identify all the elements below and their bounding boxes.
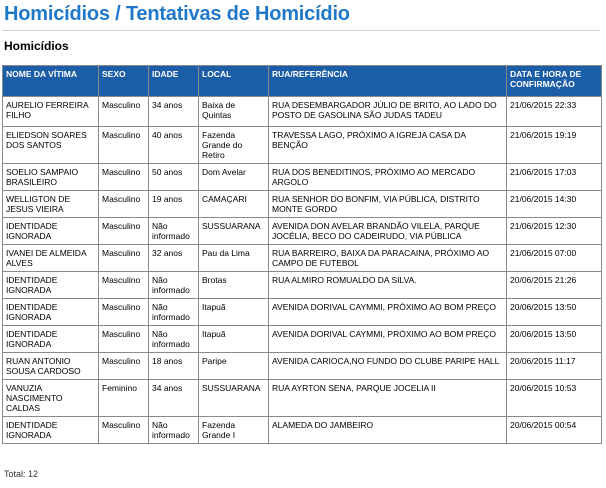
cell-local: SUSSUARANA [199,218,269,245]
cell-data: 21/06/2015 17:03 [507,164,602,191]
cell-sexo: Feminino [99,380,149,417]
cell-idade: 40 anos [149,127,199,164]
cell-sexo: Masculino [99,97,149,127]
table-header-row [3,66,602,97]
cell-sexo: Masculino [99,218,149,245]
cell-local: Pau da Lima [199,245,269,272]
cell-nome: RUAN ANTONIO SOUSA CARDOSO [3,353,99,380]
cell-sexo: Masculino [99,417,149,444]
cell-sexo: Masculino [99,245,149,272]
cell-sexo: Masculino [99,164,149,191]
table-row [3,245,602,272]
table-row [3,218,602,245]
cell-rua: TRAVESSA LAGO, PRÓXIMO A IGREJA CASA DA BENÇÃO [269,127,507,164]
title-divider [2,30,600,31]
cell-rua: RUA DOS BENEDITINOS, PRÓXIMO AO MERCADO ARGOLO [269,164,507,191]
cell-nome: IDENTIDADE IGNORADA [3,218,99,245]
cell-sexo: Masculino [99,326,149,353]
cell-nome: VANUZIA NASCIMENTO CALDAS [3,380,99,417]
cell-sexo: Masculino [99,272,149,299]
cell-sexo: Masculino [99,353,149,380]
cell-nome: IDENTIDADE IGNORADA [3,417,99,444]
cell-rua: AVENIDA DON AVELAR BRANDÃO VILELA, PARQUE JOCÉLIA, BECO DO CADEIRUDO, VIA PÚBLICA [269,218,507,245]
table-row [3,127,602,164]
cell-idade: Não informado [149,417,199,444]
cell-local: Baixa de Quintas [199,97,269,127]
cell-local: SUSSUARANA [199,380,269,417]
cell-rua: AVENIDA DORIVAL CAYMMI, PRÓXIMO AO BOM PREÇO [269,299,507,326]
table-row [3,299,602,326]
cell-rua: RUA SENHOR DO BONFIM, VIA PÚBLICA, DISTRITO MONTE GORDO [269,191,507,218]
table-row [3,97,602,127]
cell-data: 21/06/2015 19:19 [507,127,602,164]
homicide-table [2,65,602,444]
cell-idade: 19 anos [149,191,199,218]
cell-local: Fazenda Grande I [199,417,269,444]
table-row [3,272,602,299]
cell-rua: RUA AYRTON SENA, PARQUE JOCELIA II [269,380,507,417]
column-header-rua: RUA/REFERÊNCIA [269,66,507,97]
cell-data: 20/06/2015 13:50 [507,299,602,326]
section-title: Homicídios [4,39,69,53]
cell-rua: RUA DESEMBARGADOR JÚLIO DE BRITO, AO LADO DO POSTO DE GASOLINA SÃO JUDAS TADEU [269,97,507,127]
cell-local: Paripe [199,353,269,380]
total-count: Total: 12 [4,469,39,479]
cell-data: 21/06/2015 22:33 [507,97,602,127]
cell-nome: IDENTIDADE IGNORADA [3,326,99,353]
cell-sexo: Masculino [99,299,149,326]
cell-nome: AURELIO FERREIRA FILHO [3,97,99,127]
cell-idade: 50 anos [149,164,199,191]
page-title: Homicídios / Tentativas de Homicídio [4,3,350,25]
cell-rua: AVENIDA DORIVAL CAYMMI, PRÓXIMO AO BOM PREÇO [269,326,507,353]
cell-local: Itapuã [199,326,269,353]
table-row [3,164,602,191]
cell-rua: RUA ALMIRO ROMUALDO DA SILVA. [269,272,507,299]
cell-nome: ELIEDSON SOARES DOS SANTOS [3,127,99,164]
cell-rua: ALAMEDA DO JAMBEIRO [269,417,507,444]
column-header-nome: NOME DA VÍTIMA [3,66,99,97]
cell-idade: 34 anos [149,97,199,127]
table-row [3,417,602,444]
cell-idade: 18 anos [149,353,199,380]
cell-data: 20/06/2015 21:26 [507,272,602,299]
cell-idade: Não informado [149,299,199,326]
column-header-idade: IDADE [149,66,199,97]
cell-local: Itapuã [199,299,269,326]
cell-rua: AVENIDA CARIOCA,NO FUNDO DO CLUBE PARIPE HALL [269,353,507,380]
table-row [3,191,602,218]
cell-data: 20/06/2015 13:50 [507,326,602,353]
cell-idade: 32 anos [149,245,199,272]
cell-idade: 34 anos [149,380,199,417]
cell-rua: RUA BARREIRO, BAIXA DA PARACAINA, PRÓXIMO AO CAMPO DE FUTEBOL [269,245,507,272]
cell-local: CAMAÇARI [199,191,269,218]
cell-nome: IVANEI DE ALMEIDA ALVES [3,245,99,272]
table-row [3,353,602,380]
cell-data: 20/06/2015 00:54 [507,417,602,444]
cell-sexo: Masculino [99,191,149,218]
cell-data: 20/06/2015 11:17 [507,353,602,380]
cell-idade: Não informado [149,272,199,299]
table-row [3,326,602,353]
cell-data: 21/06/2015 14:30 [507,191,602,218]
cell-idade: Não informado [149,326,199,353]
cell-nome: IDENTIDADE IGNORADA [3,272,99,299]
column-header-data: DATA E HORA DE CONFIRMAÇÃO [507,66,602,97]
column-header-local: LOCAL [199,66,269,97]
cell-data: 20/06/2015 10:53 [507,380,602,417]
cell-idade: Não informado [149,218,199,245]
cell-nome: SOELIO SAMPAIO BRASILEIRO [3,164,99,191]
cell-nome: IDENTIDADE IGNORADA [3,299,99,326]
table-row [3,380,602,417]
cell-nome: WELLIGTON DE JESUS VIEIRA [3,191,99,218]
cell-local: Dom Avelar [199,164,269,191]
cell-local: Brotas [199,272,269,299]
cell-sexo: Masculino [99,127,149,164]
cell-data: 21/06/2015 12:30 [507,218,602,245]
cell-local: Fazenda Grande do Retiro [199,127,269,164]
column-header-sexo: SEXO [99,66,149,97]
cell-data: 21/06/2015 07:00 [507,245,602,272]
